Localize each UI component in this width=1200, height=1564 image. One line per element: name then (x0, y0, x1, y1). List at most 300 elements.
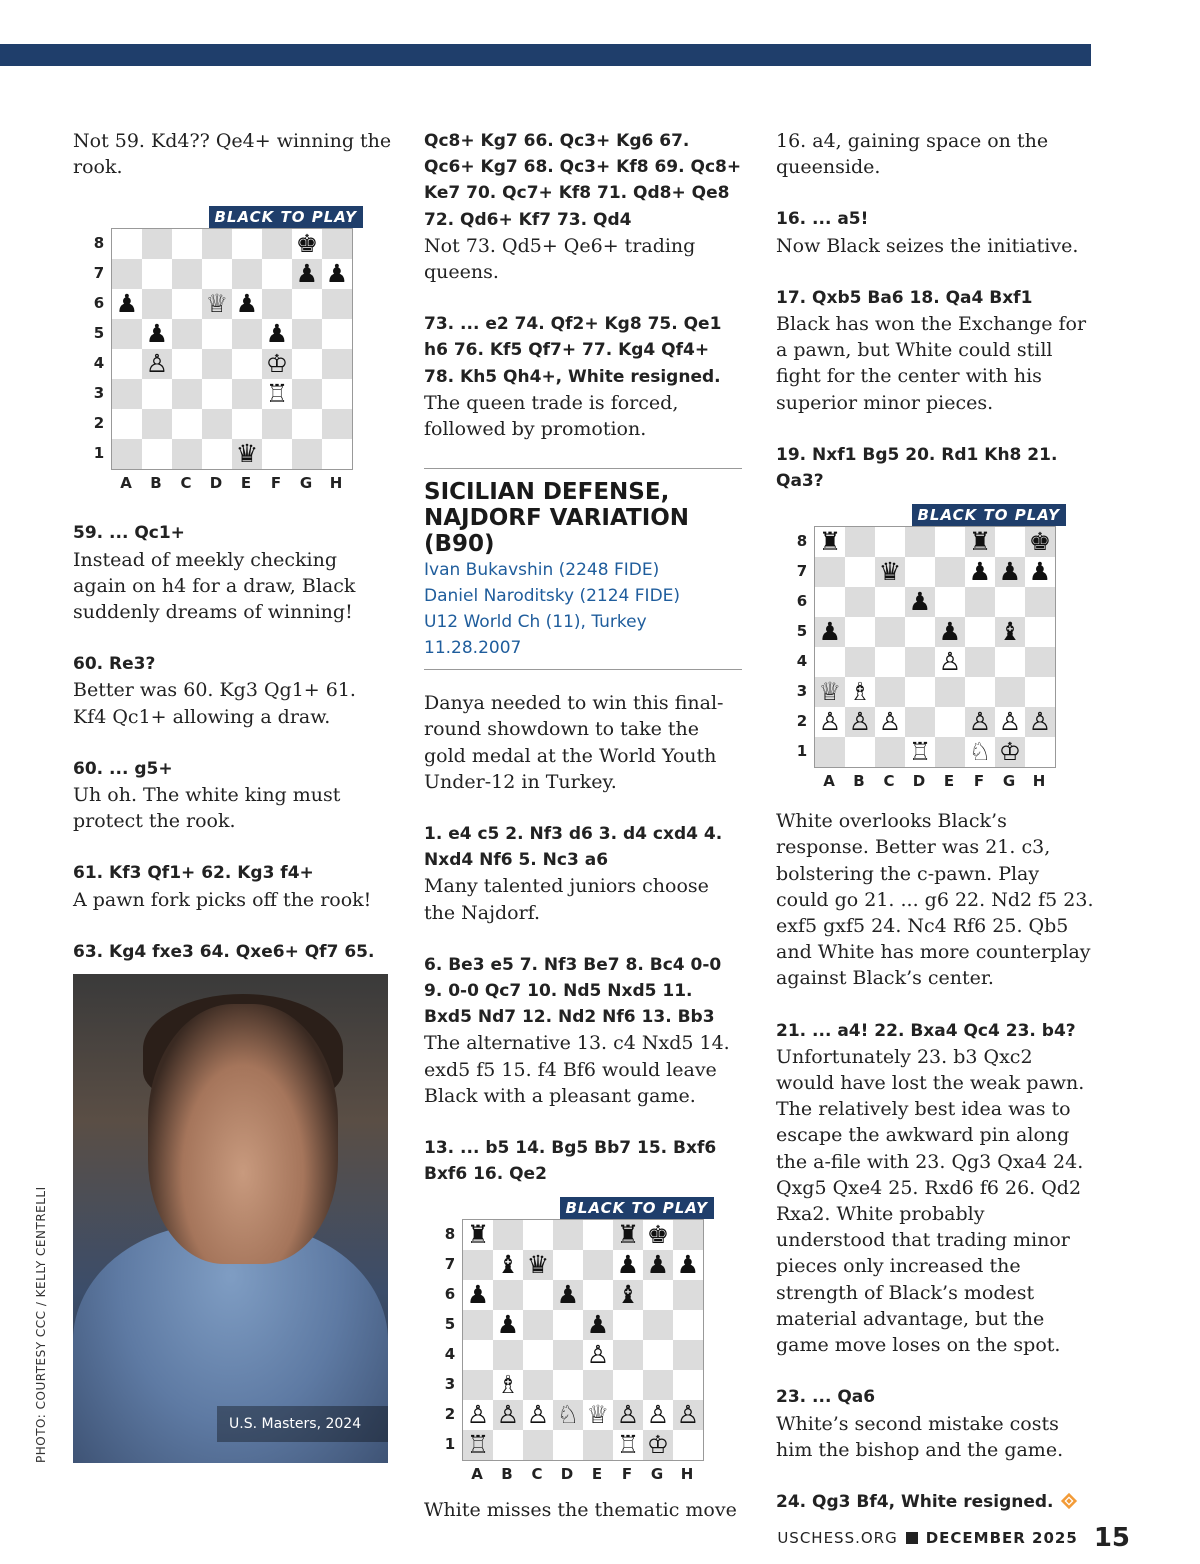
board-square (232, 319, 262, 349)
board-square (1025, 557, 1055, 587)
board-square (553, 1310, 583, 1340)
file-label: D (560, 1465, 574, 1484)
board-square (523, 1340, 553, 1370)
rank-label: 3 (93, 384, 105, 403)
board-square (142, 319, 172, 349)
divider (424, 468, 742, 469)
board-square (292, 289, 322, 319)
column-3 (776, 128, 1096, 1541)
board-square (613, 1250, 643, 1280)
chess-piece: ♚ (1028, 527, 1052, 557)
chess-piece: ♖ (908, 737, 932, 767)
board-square (553, 1430, 583, 1460)
board-square (322, 319, 352, 349)
board-square (935, 647, 965, 677)
board-square (583, 1280, 613, 1310)
rank-label: 1 (796, 742, 808, 761)
board-square (613, 1400, 643, 1430)
black-to-play-badge: BLACK TO PLAY (560, 1197, 715, 1219)
file-label: A (120, 474, 132, 493)
chess-piece: ♟ (908, 587, 932, 617)
board-square (523, 1220, 553, 1250)
file-label: H (329, 474, 343, 493)
board-square (142, 439, 172, 469)
board-square (493, 1430, 523, 1460)
board-square (232, 289, 262, 319)
chess-piece: ♙ (526, 1400, 550, 1430)
board-square (292, 259, 322, 289)
separator-square-icon (906, 1532, 918, 1544)
board-square (965, 557, 995, 587)
board-square (935, 587, 965, 617)
board-square (905, 587, 935, 617)
rank-label: 6 (444, 1285, 456, 1304)
board-square (583, 1220, 613, 1250)
chess-piece: ♘ (556, 1400, 580, 1430)
annotation-block (776, 128, 1096, 180)
board-square (583, 1400, 613, 1430)
board-square (583, 1370, 613, 1400)
board-square (202, 259, 232, 289)
chess-piece: ♟ (646, 1250, 670, 1280)
chess-piece: ♚ (295, 229, 319, 259)
chess-piece: ♛ (526, 1250, 550, 1280)
board-square (292, 439, 322, 469)
column-1 (73, 128, 393, 991)
chess-piece: ♕ (818, 677, 842, 707)
board-square (673, 1340, 703, 1370)
rank-label: 2 (93, 414, 105, 433)
file-label: F (973, 772, 985, 791)
event-info: U12 World Ch (11), Turkey 11.28.2007 (424, 612, 647, 659)
board-square (172, 229, 202, 259)
board-square (262, 349, 292, 379)
chess-piece: ♘ (968, 737, 992, 767)
chess-piece: ♟ (295, 259, 319, 289)
board-square (142, 409, 172, 439)
move-text: 61. Kf3 Qf1+ 62. Kg3 f4+ (73, 863, 314, 884)
board-square (673, 1220, 703, 1250)
annotation-text: White overlooks Black’s response. Better was 21. c3, bolstering the c-pawn. Play could go 21. ... g6 22. Nd2 f5 23. exf5 gxf5 24. Nc4 Rf6 25. Qb5 and White has more counterplay against Black’s center. (776, 810, 1094, 990)
board-square (613, 1430, 643, 1460)
divider (424, 669, 742, 670)
board-square (172, 259, 202, 289)
site-name: USCHESS.ORG (777, 1529, 898, 1547)
board-square (1025, 527, 1055, 557)
board-square (112, 409, 142, 439)
board-square (1025, 647, 1055, 677)
move-text: 60. ... g5+ (73, 758, 173, 779)
annotation-text: Better was 60. Kg3 Qg1+ 61. Kf4 Qc1+ allowing a draw. (73, 679, 356, 728)
annotation-text: The alternative 13. c4 Nxd5 14. exd5 f5 15. f4 Bf6 would leave Black with a pleasant game. (424, 1032, 730, 1107)
board-square (935, 737, 965, 767)
chess-diagram-3 (776, 504, 1066, 794)
board-square (493, 1250, 523, 1280)
chess-piece: ♖ (466, 1430, 490, 1460)
board-square (875, 527, 905, 557)
move-block (776, 1018, 1096, 1359)
board-square (815, 557, 845, 587)
board-square (613, 1340, 643, 1370)
board-square (553, 1340, 583, 1370)
chessboard (462, 1219, 704, 1461)
chess-piece: ♟ (586, 1310, 610, 1340)
board-square (1025, 587, 1055, 617)
file-label: C (883, 772, 895, 791)
chess-piece: ♙ (496, 1400, 520, 1430)
board-square (322, 379, 352, 409)
move-text: 6. Be3 e5 7. Nf3 Be7 8. Bc4 0-0 9. 0-0 Qc7 10. Nd5 Nxd5 11. Bxd5 Nd7 12. Nd2 Nf6 13. Bb3 (424, 954, 722, 1028)
board-square (643, 1400, 673, 1430)
chess-piece: ♟ (556, 1280, 580, 1310)
board-square (172, 319, 202, 349)
move-block (776, 206, 1096, 258)
file-label: B (150, 474, 162, 493)
board-square (995, 557, 1025, 587)
chess-piece: ♟ (616, 1250, 640, 1280)
board-square (815, 707, 845, 737)
chess-piece: ♙ (1028, 707, 1052, 737)
board-square (523, 1370, 553, 1400)
move-text: 19. Nxf1 Bg5 20. Rd1 Kh8 21. Qa3? (776, 444, 1058, 492)
rank-label: 8 (93, 234, 105, 253)
file-labels (814, 772, 1056, 790)
board-square (875, 677, 905, 707)
chess-piece: ♚ (646, 1220, 670, 1250)
photo-credit: PHOTO: COURTESY CCC / KELLY CENTRELLI (34, 1186, 48, 1463)
board-square (845, 677, 875, 707)
board-square (322, 259, 352, 289)
board-square (845, 587, 875, 617)
rank-label: 4 (444, 1345, 456, 1364)
rank-label: 5 (93, 324, 105, 343)
rank-label: 4 (93, 354, 105, 373)
annotation-text: Not 59. Kd4?? Qe4+ winning the rook. (73, 130, 392, 179)
black-player: Daniel Naroditsky (2124 FIDE) (424, 586, 681, 607)
chess-piece: ♙ (848, 707, 872, 737)
chess-piece: ♟ (968, 557, 992, 587)
rank-label: 7 (796, 562, 808, 581)
move-text: 59. ... Qc1+ (73, 523, 185, 544)
annotation-block (776, 808, 1096, 991)
final-move-block (776, 1489, 1096, 1515)
board-square (815, 647, 845, 677)
board-square (493, 1220, 523, 1250)
board-square (493, 1280, 523, 1310)
board-square (875, 737, 905, 767)
board-square (262, 439, 292, 469)
chess-piece: ♕ (586, 1400, 610, 1430)
board-square (613, 1220, 643, 1250)
chess-piece: ♟ (1028, 557, 1052, 587)
board-square (875, 707, 905, 737)
move-text: 17. Qxb5 Ba6 18. Qa4 Bxf1 (776, 287, 1033, 308)
chess-diagram-2 (424, 1197, 714, 1487)
board-square (1025, 617, 1055, 647)
board-square (292, 349, 322, 379)
board-square (583, 1250, 613, 1280)
board-square (493, 1340, 523, 1370)
board-square (232, 259, 262, 289)
chess-piece: ♟ (496, 1310, 520, 1340)
opening-title: SICILIAN DEFENSE, NAJDORF VARIATION (B90) (424, 479, 690, 558)
board-square (112, 259, 142, 289)
file-label: A (823, 772, 835, 791)
board-square (1025, 737, 1055, 767)
chess-piece: ♙ (818, 707, 842, 737)
board-square (262, 229, 292, 259)
board-square (965, 617, 995, 647)
rank-labels (442, 1219, 458, 1459)
tail-block (424, 1497, 742, 1523)
chess-piece: ♗ (848, 677, 872, 707)
board-square (875, 617, 905, 647)
board-square (673, 1250, 703, 1280)
move-text: 21. ... a4! 22. Bxa4 Qc4 23. b4? (776, 1020, 1076, 1041)
move-block (776, 285, 1096, 416)
board-square (202, 409, 232, 439)
board-square (202, 379, 232, 409)
board-square (523, 1310, 553, 1340)
board-square (322, 289, 352, 319)
board-square (232, 379, 262, 409)
board-square (112, 319, 142, 349)
board-square (965, 677, 995, 707)
board-square (262, 409, 292, 439)
file-label: H (1032, 772, 1046, 791)
file-label: G (299, 474, 313, 493)
board-square (322, 229, 352, 259)
board-square (463, 1400, 493, 1430)
chess-piece: ♙ (145, 349, 169, 379)
move-block (73, 939, 393, 965)
file-label: E (943, 772, 955, 791)
move-text: 16. ... a5! (776, 209, 869, 230)
rank-label: 2 (796, 712, 808, 731)
move-block (73, 860, 393, 912)
move-text: 13. ... b5 14. Bg5 Bb7 15. Bxf6 Bxf6 16. Qe2 (424, 1138, 717, 1185)
chess-piece: ♙ (586, 1340, 610, 1370)
chess-piece: ♙ (998, 707, 1022, 737)
white-player: Ivan Bukavshin (2248 FIDE) (424, 560, 660, 581)
board-square (112, 289, 142, 319)
board-square (463, 1280, 493, 1310)
chess-piece: ♟ (938, 617, 962, 647)
chess-piece: ♛ (878, 557, 902, 587)
rank-label: 7 (444, 1255, 456, 1274)
chess-piece: ♖ (265, 379, 289, 409)
board-square (965, 527, 995, 557)
rank-labels (91, 228, 107, 468)
board-square (643, 1370, 673, 1400)
board-square (232, 439, 262, 469)
move-text: 1. e4 c5 2. Nf3 d6 3. d4 cxd4 4. Nxd4 Nf6 5. Nc3 a6 (424, 824, 723, 871)
chess-piece: ♙ (466, 1400, 490, 1430)
page-footer (777, 1523, 1130, 1553)
page-number: 15 (1093, 1523, 1130, 1553)
board-square (905, 707, 935, 737)
board-square (875, 647, 905, 677)
board-square (523, 1250, 553, 1280)
board-square (142, 259, 172, 289)
rank-label: 4 (796, 652, 808, 671)
board-square (493, 1400, 523, 1430)
chess-piece: ♟ (466, 1280, 490, 1310)
board-square (845, 737, 875, 767)
annotation-text: Danya needed to win this final-round showdown to take the gold medal at the World Youth Under-12 in Turkey. (424, 692, 724, 793)
move-block (776, 1384, 1096, 1463)
board-square (322, 409, 352, 439)
chess-piece: ♕ (205, 289, 229, 319)
file-labels (111, 474, 353, 492)
move-text: 63. Kg4 fxe3 64. Qxe6+ Qf7 65. (73, 941, 375, 962)
board-square (935, 677, 965, 707)
chess-piece: ♖ (616, 1430, 640, 1460)
chess-piece: ♔ (998, 737, 1022, 767)
board-square (905, 557, 935, 587)
board-square (463, 1250, 493, 1280)
chess-piece: ♟ (265, 319, 289, 349)
board-square (112, 229, 142, 259)
annotation-text: Many talented juniors choose the Najdorf. (424, 875, 709, 924)
file-label: E (240, 474, 252, 493)
board-square (995, 647, 1025, 677)
board-square (643, 1310, 673, 1340)
chess-piece: ♔ (646, 1430, 670, 1460)
photo-caption: U.S. Masters, 2024 (229, 1416, 362, 1432)
move-block (73, 520, 393, 625)
board-square (292, 229, 322, 259)
rank-label: 1 (93, 444, 105, 463)
board-square (673, 1400, 703, 1430)
chess-piece: ♝ (998, 617, 1022, 647)
rank-label: 2 (444, 1405, 456, 1424)
file-label: F (270, 474, 282, 493)
board-square (583, 1340, 613, 1370)
board-square (262, 289, 292, 319)
file-label: B (853, 772, 865, 791)
intro-block (424, 690, 742, 795)
rank-label: 8 (444, 1225, 456, 1244)
board-square (142, 289, 172, 319)
board-square (995, 587, 1025, 617)
board-square (112, 349, 142, 379)
annotation-text: A pawn fork picks off the rook! (73, 888, 372, 911)
board-square (995, 707, 1025, 737)
board-square (905, 677, 935, 707)
chess-piece: ♟ (235, 289, 259, 319)
board-square (845, 647, 875, 677)
board-square (232, 349, 262, 379)
board-square (583, 1310, 613, 1340)
board-square (463, 1370, 493, 1400)
move-block (424, 128, 742, 285)
annotation-text: Not 73. Qd5+ Qe6+ trading queens. (424, 234, 696, 284)
board-square (643, 1340, 673, 1370)
board-square (905, 647, 935, 677)
board-square (172, 379, 202, 409)
board-square (1025, 707, 1055, 737)
annotation-text: Black has won the Exchange for a pawn, but White could still fight for the center with his superior minor pieces. (776, 313, 1087, 414)
file-label: B (501, 1465, 513, 1484)
board-square (905, 527, 935, 557)
annotation-text: White’s second mistake costs him the bishop and the game. (776, 1412, 1064, 1461)
rank-label: 5 (444, 1315, 456, 1334)
final-move-text (776, 1489, 1096, 1515)
rank-label: 5 (796, 622, 808, 641)
board-square (935, 707, 965, 737)
black-to-play-badge: BLACK TO PLAY (209, 206, 364, 228)
board-square (523, 1280, 553, 1310)
board-square (613, 1310, 643, 1340)
chess-piece: ♝ (616, 1280, 640, 1310)
rank-label: 6 (796, 592, 808, 611)
move-text: Qc8+ Kg7 66. Qc3+ Kg6 67. Qc6+ Kg7 68. Qc3+ Kf8 69. Qc8+ Ke7 70. Qc7+ Kf8 71. Qd8+ Qe8 72. Qd6+ Kf7 73. Qd4 (424, 131, 742, 230)
black-to-play-badge: BLACK TO PLAY (912, 504, 1067, 526)
file-label: D (209, 474, 223, 493)
chess-piece: ♜ (466, 1220, 490, 1250)
annotation-text: White misses the thematic move (424, 1499, 737, 1522)
board-square (202, 349, 232, 379)
board-square (815, 617, 845, 647)
board-square (142, 229, 172, 259)
board-square (995, 617, 1025, 647)
chess-piece: ♗ (496, 1370, 520, 1400)
move-text: 23. ... Qa6 (776, 1387, 876, 1408)
board-square (292, 409, 322, 439)
board-square (965, 707, 995, 737)
board-square (112, 439, 142, 469)
file-label: A (471, 1465, 483, 1484)
chess-piece: ♜ (616, 1220, 640, 1250)
chess-piece: ♟ (145, 319, 169, 349)
board-square (553, 1250, 583, 1280)
chess-piece: ♝ (496, 1250, 520, 1280)
board-square (935, 527, 965, 557)
board-square (673, 1310, 703, 1340)
file-labels (462, 1465, 704, 1483)
column-2 (424, 128, 742, 1550)
chess-piece: ♙ (616, 1400, 640, 1430)
file-label: D (912, 772, 926, 791)
board-square (232, 229, 262, 259)
file-label: H (680, 1465, 694, 1484)
board-square (673, 1430, 703, 1460)
chess-piece: ♟ (325, 259, 349, 289)
board-square (202, 289, 232, 319)
final-move-label: 24. Qg3 Bf4, White resigned. (776, 1491, 1054, 1512)
board-square (845, 527, 875, 557)
chess-piece: ♜ (968, 527, 992, 557)
board-square (613, 1370, 643, 1400)
board-square (905, 617, 935, 647)
file-label: E (591, 1465, 603, 1484)
chess-piece: ♙ (938, 647, 962, 677)
board-square (232, 409, 262, 439)
rank-labels (794, 526, 810, 766)
board-square (875, 557, 905, 587)
board-square (142, 349, 172, 379)
annotation-text: 16. a4, gaining space on the queenside. (776, 130, 1049, 179)
chess-piece: ♟ (998, 557, 1022, 587)
chess-piece: ♟ (818, 617, 842, 647)
file-label: C (531, 1465, 543, 1484)
board-square (322, 439, 352, 469)
board-square (262, 379, 292, 409)
board-square (463, 1220, 493, 1250)
annotation-text: The queen trade is forced, followed by promotion. (424, 391, 679, 441)
chess-piece: ♟ (676, 1250, 700, 1280)
